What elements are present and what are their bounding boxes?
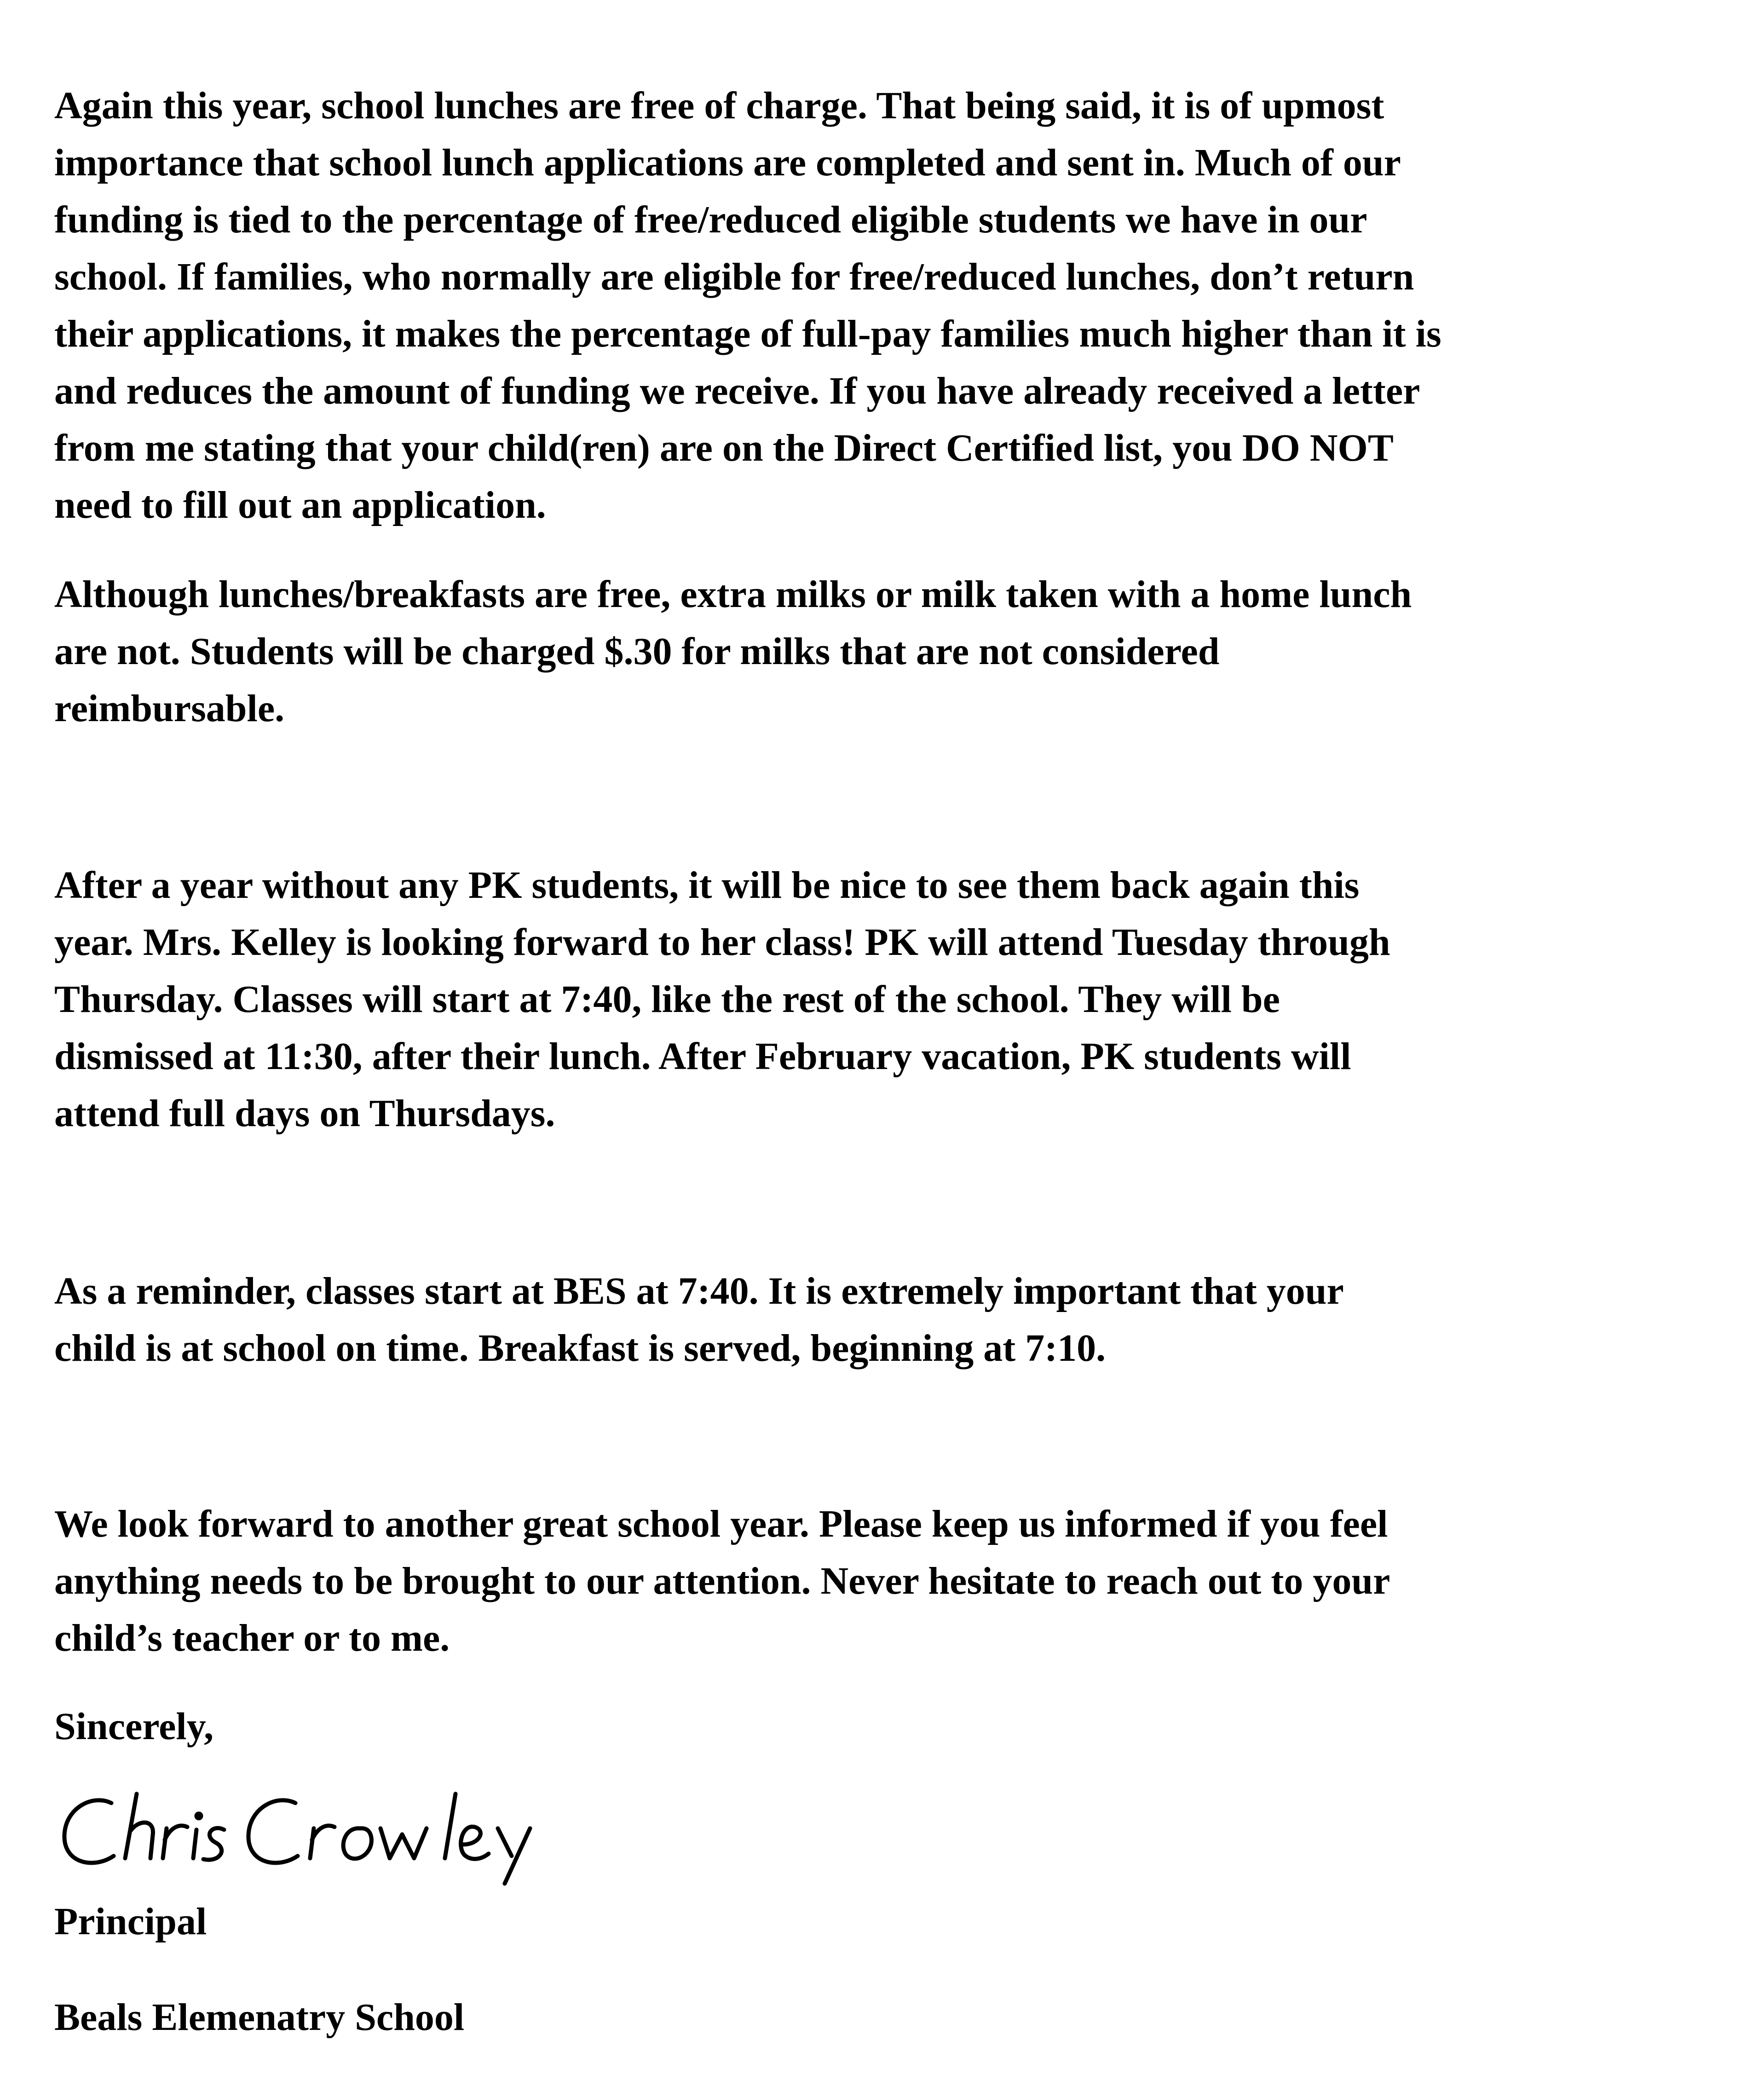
paragraph-closing-remarks <box>54 1496 1729 1667</box>
text-line: After a year without any PK students, it will be nice to see them back again this <box>54 864 1360 907</box>
text-line: reimbursable. <box>54 687 285 730</box>
text-line: and reduces the amount of funding we receive. If you have already received a letter <box>54 370 1420 412</box>
text-line: attend full days on Thursdays. <box>54 1092 555 1135</box>
text-line: Although lunches/breakfasts are free, extra milks or milk taken with a home lunch <box>54 573 1412 616</box>
text-line: their applications, it makes the percentage of full-pay families much higher than it is <box>54 312 1441 355</box>
text-line: dismissed at 11:30, after their lunch. After February vacation, PK students will <box>54 1035 1351 1078</box>
text-line: need to fill out an application. <box>54 484 546 526</box>
text-line: year. Mrs. Kelley is looking forward to her class! PK will attend Tuesday through <box>54 921 1390 964</box>
signature-image <box>56 1775 608 1886</box>
paragraph-school-lunches <box>54 77 1729 534</box>
text-line: We look forward to another great school year. Please keep us informed if you feel <box>54 1503 1388 1545</box>
text-line: child is at school on time. Breakfast is served, beginning at 7:10. <box>54 1327 1106 1370</box>
paragraph-start-time-reminder <box>54 1263 1729 1377</box>
text-line: Thursday. Classes will start at 7:40, like the rest of the school. They will be <box>54 978 1280 1021</box>
signer-title: Principal <box>54 1900 207 1943</box>
text-line: As a reminder, classes start at BES at 7:40. It is extremely important that your <box>54 1270 1344 1312</box>
paragraph-pk-students <box>54 857 1729 1142</box>
text-line: Again this year, school lunches are free of charge. That being said, it is of upmost <box>54 84 1384 127</box>
text-line: anything needs to be brought to our attention. Never hesitate to reach out to your <box>54 1560 1390 1602</box>
paragraph-milk-charges <box>54 566 1729 737</box>
school-name: Beals Elemenatry School <box>54 1996 465 2039</box>
text-line: funding is tied to the percentage of free/reduced eligible students we have in our <box>54 198 1367 241</box>
text-line: are not. Students will be charged $.30 for milks that are not considered <box>54 630 1220 673</box>
text-line: importance that school lunch applications are completed and sent in. Much of our <box>54 141 1401 184</box>
text-line: school. If families, who normally are eligible for free/reduced lunches, don’t return <box>54 255 1414 298</box>
text-line: from me stating that your child(ren) are on the Direct Certified list, you DO NOT <box>54 427 1394 469</box>
text-line: child’s teacher or to me. <box>54 1617 450 1659</box>
closing-salutation: Sincerely, <box>54 1705 214 1748</box>
